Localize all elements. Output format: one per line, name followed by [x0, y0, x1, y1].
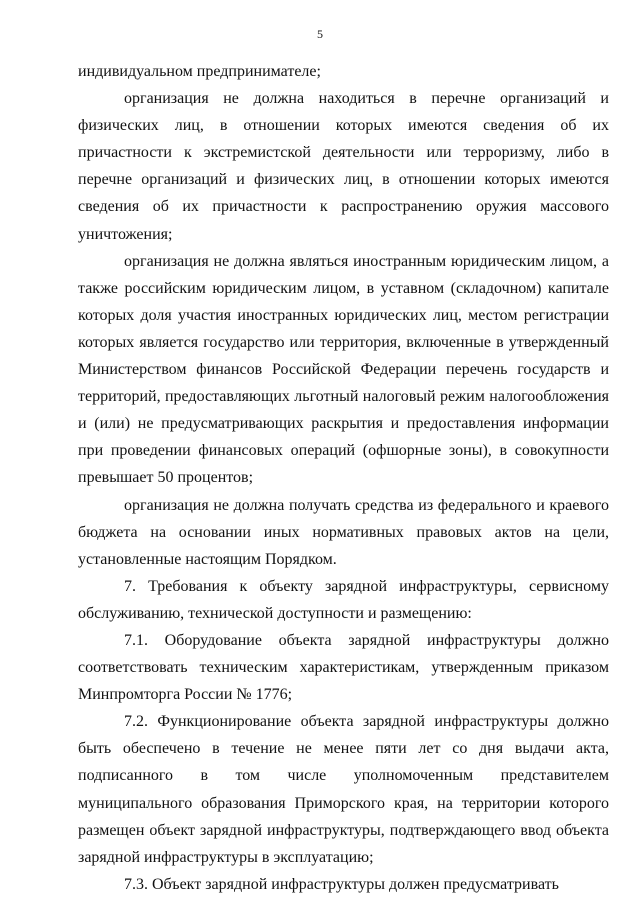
body-text: [78, 58, 609, 898]
paragraph-budget-condition: организация не должна получать средства из федерального и краевого бюджета на основании иных нормативных правовых актов на цели, установленные настоящим Порядком.: [78, 496, 609, 568]
paragraph-7-2: 7.2. Функционирование объекта зарядной инфраструктуры должно быть обеспечено в течение не менее пяти лет со дня выдачи акта, подписанного в том числе уполномоченным представителем муниципального образования Приморского края, на территории которого размещен объект зарядной инфраструктуры, подтверждающего ввод объекта зарядной инфраструктуры в эксплуатацию;: [78, 713, 609, 866]
paragraph-extremism-condition: организация не должна находиться в перечне организаций и физических лиц, в отношении которых имеются сведения об их причастности к экстремистской деятельности или терроризму, либо в перечне организаций и физических лиц, в отношении которых имеются сведения об их причастности к распространению оружия массового уничтожения;: [78, 90, 609, 243]
paragraph-7-1: 7.1. Оборудование объекта зарядной инфраструктуры должно соответствовать техническим характеристикам, утвержденным приказом Минпромторга России № 1776;: [78, 631, 609, 704]
paragraph-continuation: индивидуальном предпринимателе;: [78, 63, 321, 80]
paragraph-section-7: 7. Требования к объекту зарядной инфраструктуры, сервисному обслуживанию, технической доступности и размещению:: [78, 577, 609, 622]
paragraph-foreign-entity-condition: организация не должна являться иностранным юридическим лицом, а также российским юридическим лицом, в уставном (складочном) капитале которых доля участия иностранных юридических лиц, местом регистрации которых является государство или территория, включенные в утвержденный Министерством финансов Российской Федерации перечень государств и территорий, предоставляющих льготный налоговый режим налогообложения и (или) не предусматривающих раскрытия и предоставления информации при проведении финансовых операций (офшорные зоны), в совокупности превышает 50 процентов;: [78, 252, 609, 487]
page-number: 5: [317, 27, 323, 41]
paragraph-7-3: 7.3. Объект зарядной инфраструктуры должен предусматривать: [124, 875, 559, 893]
